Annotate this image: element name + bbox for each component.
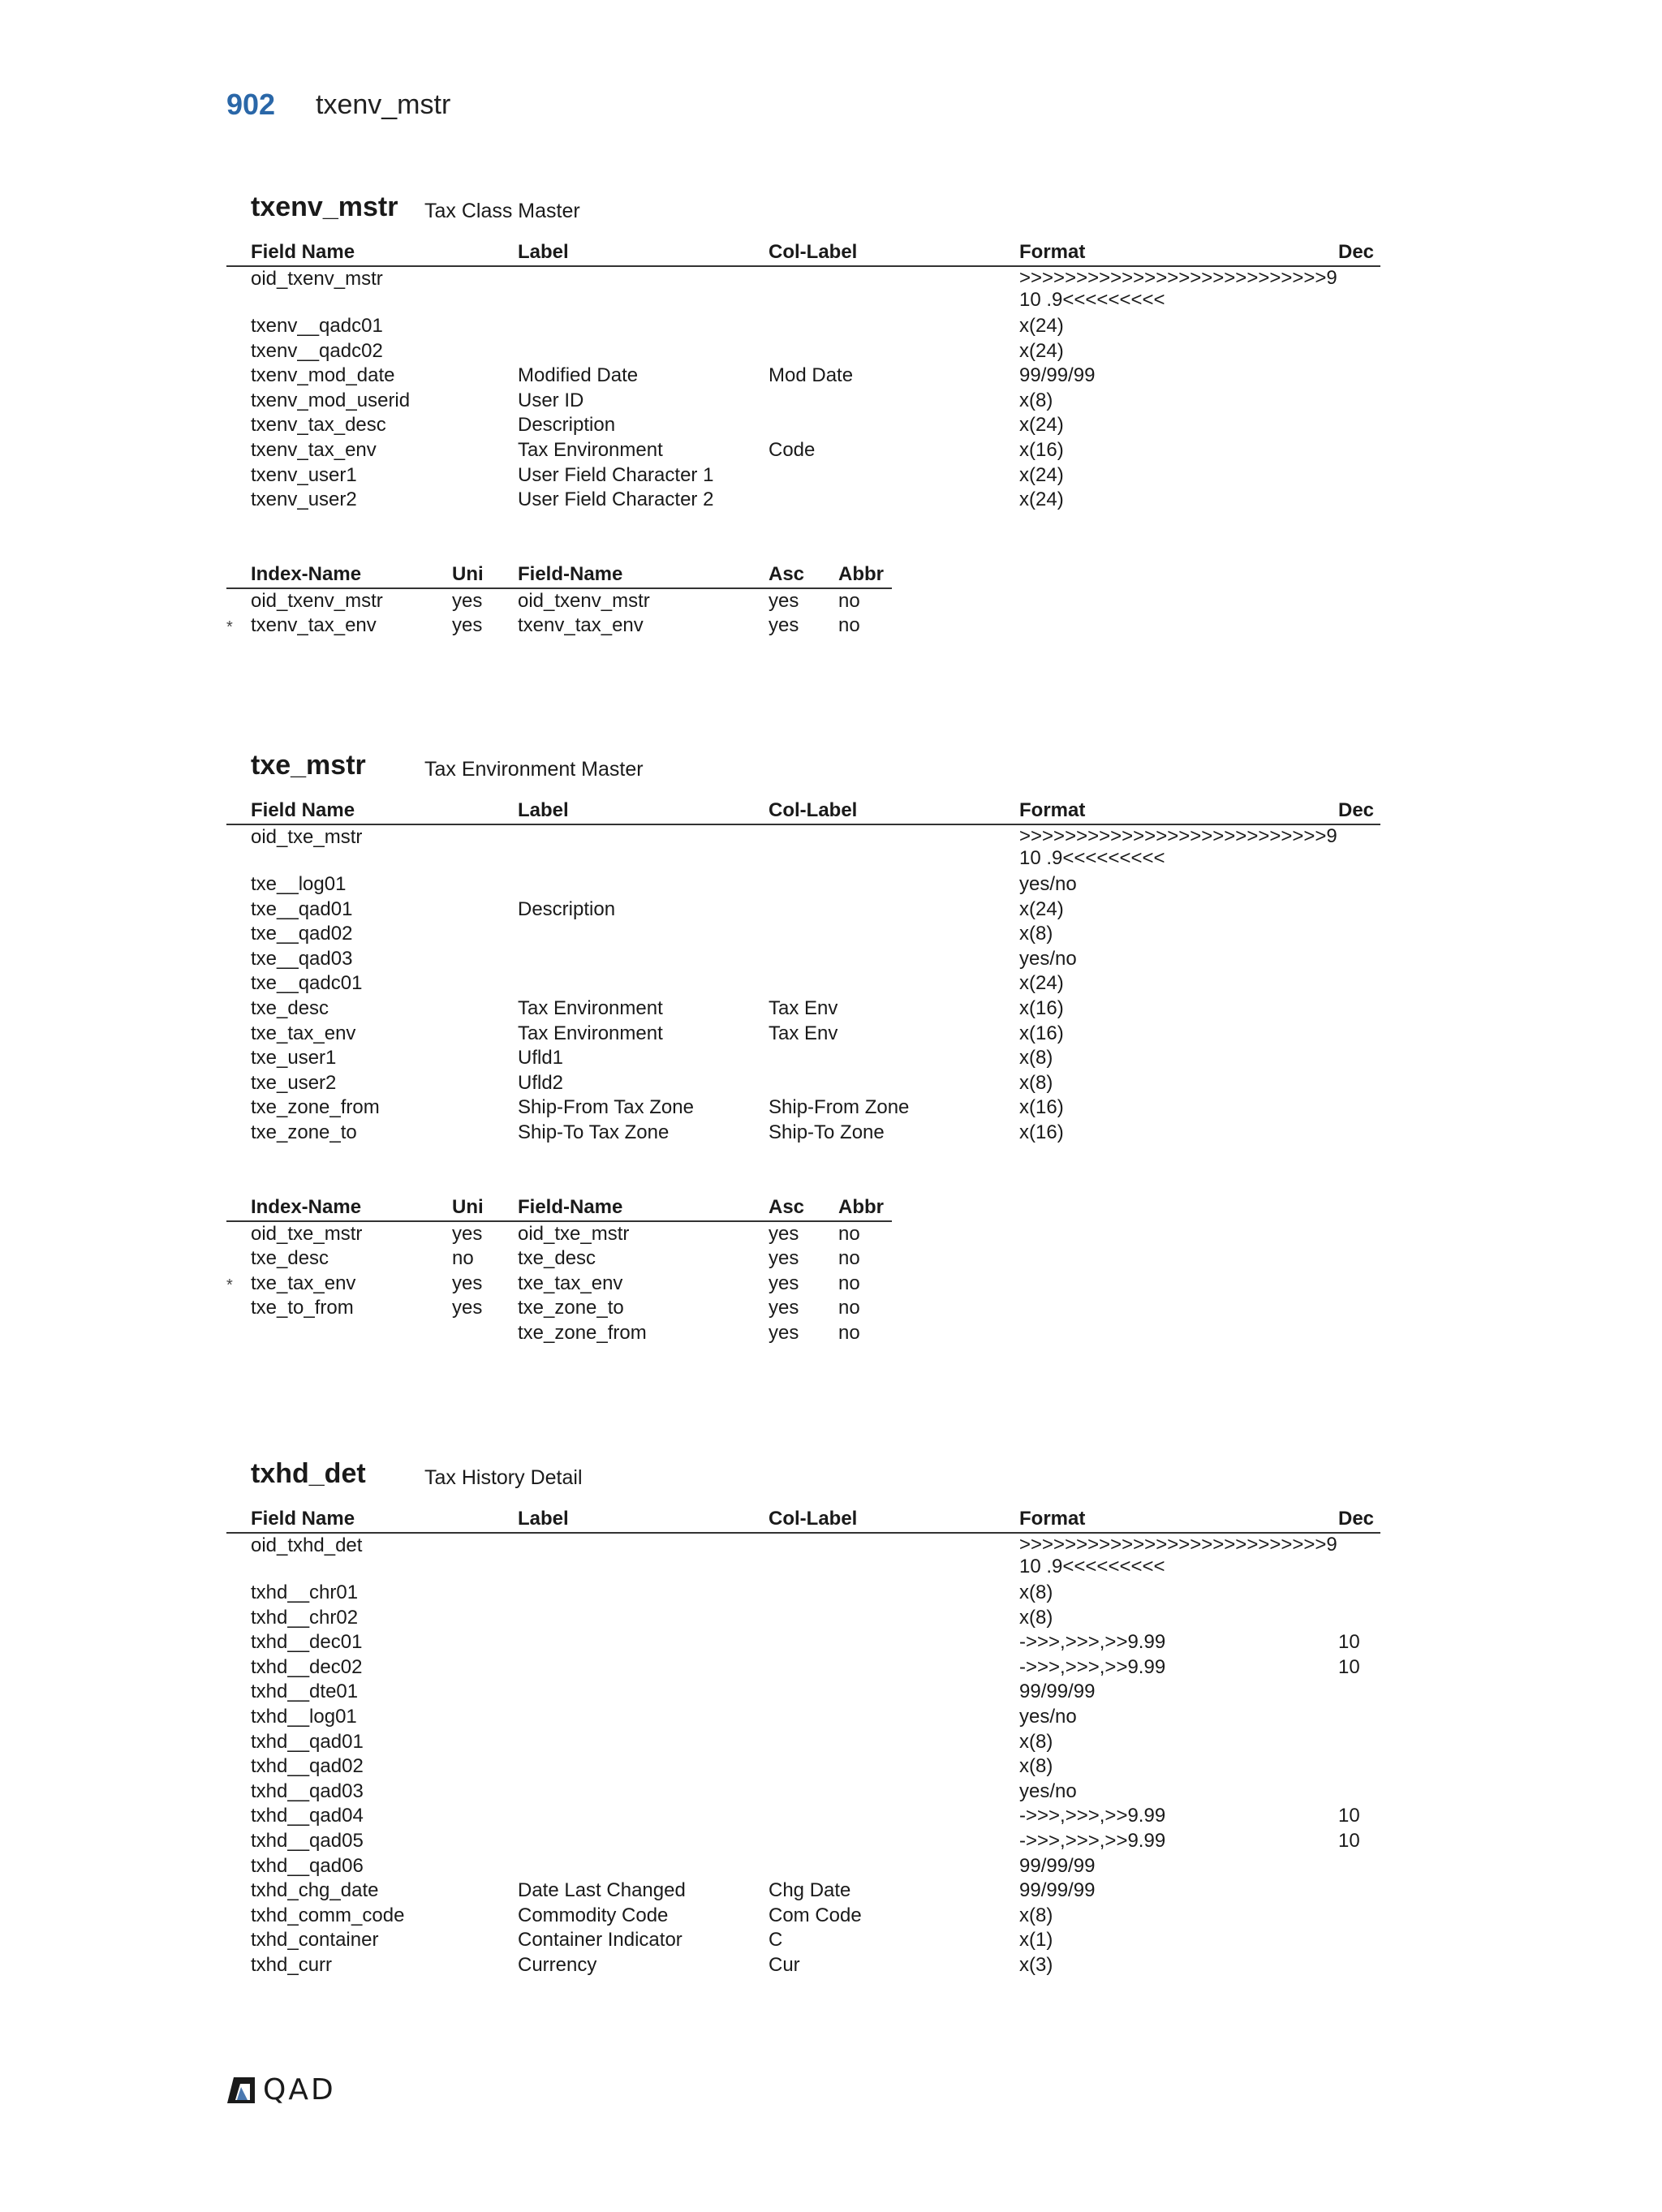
index-field-name: txe_zone_from: [518, 1321, 647, 1344]
field-format: 99/99/99: [1019, 1681, 1096, 1703]
qad-logo: [226, 2073, 336, 2107]
field-name: oid_txenv_mstr: [251, 268, 383, 290]
field-row: [226, 1804, 1387, 1829]
table-section-txenv-mstr: [226, 192, 1387, 639]
header-label: Label: [518, 799, 569, 821]
index-row: [226, 1246, 1387, 1272]
field-row: [226, 971, 1387, 996]
field-label: Date Last Changed: [518, 1879, 686, 1902]
field-table: [226, 798, 1387, 1146]
field-name: txhd__dec01: [251, 1631, 363, 1654]
field-row: [226, 1630, 1387, 1655]
index-table: [226, 1195, 1387, 1346]
field-label: Description: [518, 897, 616, 920]
field-format: x(8): [1019, 1606, 1053, 1629]
index-row: [226, 613, 1387, 639]
field-format: ->>>,>>>,>>9.99: [1019, 1631, 1166, 1654]
header-index-name: Index-Name: [251, 1195, 362, 1218]
field-format: yes/no: [1019, 1779, 1077, 1802]
primary-index-marker: *: [226, 1276, 233, 1294]
field-name: txhd__qad04: [251, 1805, 364, 1827]
field-row: [226, 1071, 1387, 1096]
field-format: >>>>>>>>>>>>>>>>>>>>>>>>>>>9 10 .9<<<<<<<<<: [1019, 1534, 1337, 1577]
field-format: x(24): [1019, 315, 1064, 337]
field-row: [226, 364, 1387, 389]
table-description: Tax Class Master: [424, 200, 580, 222]
field-name: txe__qad02: [251, 923, 353, 945]
field-row: [226, 1754, 1387, 1779]
header-dec: Dec: [1338, 1508, 1375, 1530]
index-name: oid_txe_mstr: [251, 1222, 363, 1245]
field-label: User ID: [518, 389, 584, 411]
header-label: Label: [518, 1508, 569, 1530]
index-unique: no: [452, 1247, 474, 1270]
field-format: ->>>,>>>,>>9.99: [1019, 1655, 1166, 1678]
table-section-txhd-det: [226, 1458, 1387, 1978]
field-format: yes/no: [1019, 1705, 1077, 1728]
index-ascending: yes: [769, 1247, 799, 1270]
index-name: txe_desc: [251, 1247, 329, 1270]
field-row: [226, 1953, 1387, 1978]
field-col-label: C: [769, 1929, 783, 1952]
field-name: txenv_mod_date: [251, 364, 395, 387]
header-field-name: Field Name: [251, 241, 355, 263]
header-abbr: Abbr: [838, 562, 884, 585]
field-format: >>>>>>>>>>>>>>>>>>>>>>>>>>>9 10 .9<<<<<<<<<: [1019, 825, 1337, 869]
field-dec: 10: [1338, 1631, 1360, 1654]
field-row: [226, 1655, 1387, 1681]
field-name: txhd_container: [251, 1929, 379, 1952]
field-name: txe_zone_to: [251, 1121, 357, 1143]
field-label: Description: [518, 414, 616, 437]
header-format: Format: [1019, 1508, 1086, 1530]
header-format: Format: [1019, 241, 1086, 263]
field-table: [226, 240, 1387, 513]
header-dec: Dec: [1338, 799, 1375, 821]
index-ascending: yes: [769, 1297, 799, 1319]
field-row: [226, 1854, 1387, 1879]
field-row: [226, 872, 1387, 897]
field-format: x(8): [1019, 923, 1053, 945]
field-col-label: Ship-To Zone: [769, 1121, 885, 1143]
header-col-label: Col-Label: [769, 799, 858, 821]
index-unique: yes: [452, 1272, 483, 1294]
header-field-name: Field-Name: [518, 562, 623, 585]
field-format: x(16): [1019, 1121, 1064, 1143]
field-name: txe_desc: [251, 996, 329, 1019]
field-dec: 10: [1338, 1655, 1360, 1678]
field-name: txhd__dec02: [251, 1655, 363, 1678]
field-format: yes/no: [1019, 947, 1077, 970]
header-field-name: Field Name: [251, 799, 355, 821]
field-label: Currency: [518, 1953, 597, 1976]
index-unique: yes: [452, 1297, 483, 1319]
field-name: txhd__dte01: [251, 1681, 359, 1703]
index-field-name: txe_zone_to: [518, 1297, 624, 1319]
field-row: [226, 1730, 1387, 1755]
field-format: x(8): [1019, 1904, 1053, 1926]
field-row: [226, 438, 1387, 463]
field-name: txenv_user2: [251, 488, 357, 511]
table-description: Tax History Detail: [424, 1466, 583, 1489]
field-dec: 10: [1338, 1829, 1360, 1852]
index-abbreviated: no: [838, 614, 860, 637]
field-row: [226, 1095, 1387, 1121]
field-row: [226, 1046, 1387, 1071]
field-row: [226, 1829, 1387, 1854]
field-col-label: Mod Date: [769, 364, 854, 387]
field-row: [226, 267, 1387, 314]
field-format: >>>>>>>>>>>>>>>>>>>>>>>>>>>9 10 .9<<<<<<<<<: [1019, 267, 1337, 311]
field-table-header: [226, 240, 1380, 267]
header-format: Format: [1019, 799, 1086, 821]
field-label: Modified Date: [518, 364, 639, 387]
field-row: [226, 1680, 1387, 1705]
field-label: Tax Environment: [518, 996, 663, 1019]
field-name: txenv_user1: [251, 463, 357, 486]
field-row: [226, 1121, 1387, 1146]
field-name: txenv_mod_userid: [251, 389, 411, 411]
index-field-name: txe_tax_env: [518, 1272, 623, 1294]
field-name: txhd__qad02: [251, 1755, 364, 1778]
index-ascending: yes: [769, 1222, 799, 1245]
field-name: txe__qad01: [251, 897, 353, 920]
field-name: txenv_tax_env: [251, 438, 377, 461]
field-col-label: Cur: [769, 1953, 800, 1976]
page-number: 902: [226, 88, 276, 121]
header-abbr: Abbr: [838, 1195, 884, 1218]
index-abbreviated: no: [838, 1321, 860, 1344]
index-row: [226, 1222, 1387, 1247]
field-row: [226, 488, 1387, 513]
field-format: 99/99/99: [1019, 1854, 1096, 1877]
field-format: 99/99/99: [1019, 1879, 1096, 1902]
field-name: txenv__qadc01: [251, 315, 383, 337]
field-format: ->>>,>>>,>>9.99: [1019, 1829, 1166, 1852]
field-name: txe_user1: [251, 1047, 337, 1069]
field-format: x(24): [1019, 463, 1064, 486]
field-label: Tax Environment: [518, 1022, 663, 1044]
field-format: x(24): [1019, 414, 1064, 437]
field-table-header: [226, 798, 1380, 825]
field-col-label: Code: [769, 438, 816, 461]
field-format: x(16): [1019, 996, 1064, 1019]
field-name: txhd_curr: [251, 1953, 333, 1976]
logo-text: QAD: [263, 2073, 336, 2107]
table-section-txe-mstr: [226, 750, 1387, 1346]
field-name: txe_tax_env: [251, 1022, 356, 1044]
field-row: [226, 314, 1387, 339]
field-label: User Field Character 2: [518, 488, 714, 511]
field-name: txhd__log01: [251, 1705, 357, 1728]
index-field-name: txenv_tax_env: [518, 614, 644, 637]
field-row: [226, 996, 1387, 1022]
field-name: oid_txhd_det: [251, 1534, 363, 1556]
table-name: txe_mstr: [251, 750, 366, 781]
field-name: txhd__chr01: [251, 1582, 359, 1603]
field-row: [226, 1878, 1387, 1904]
header-asc: Asc: [769, 1195, 805, 1218]
qad-logo-mark-icon: [226, 2076, 256, 2105]
field-format: 99/99/99: [1019, 364, 1096, 387]
field-name: txe_user2: [251, 1071, 337, 1094]
field-label: Tax Environment: [518, 438, 663, 461]
field-format: x(8): [1019, 1071, 1053, 1094]
field-name: txe__log01: [251, 873, 347, 895]
field-format: x(1): [1019, 1929, 1053, 1952]
index-abbreviated: no: [838, 1222, 860, 1245]
primary-index-marker: *: [226, 618, 233, 637]
field-table: [226, 1507, 1387, 1978]
field-name: txhd_chg_date: [251, 1879, 379, 1902]
header-uni: Uni: [452, 1195, 484, 1218]
field-name: txhd__qad03: [251, 1779, 364, 1802]
field-dec: 10: [1338, 1805, 1360, 1827]
field-format: x(8): [1019, 1047, 1053, 1069]
field-row: [226, 897, 1387, 923]
header-dec: Dec: [1338, 241, 1375, 263]
header-uni: Uni: [452, 562, 484, 585]
header-field-name: Field-Name: [518, 1195, 623, 1218]
index-field-name: oid_txe_mstr: [518, 1222, 630, 1245]
field-format: x(24): [1019, 972, 1064, 995]
field-row: [226, 413, 1387, 438]
index-abbreviated: no: [838, 1272, 860, 1294]
field-name: txhd__qad05: [251, 1829, 364, 1852]
index-row: [226, 589, 1387, 614]
field-format: x(16): [1019, 1096, 1064, 1119]
field-format: yes/no: [1019, 873, 1077, 895]
index-name: txe_to_from: [251, 1297, 354, 1319]
field-label: Container Indicator: [518, 1929, 682, 1952]
field-format: x(24): [1019, 897, 1064, 920]
table-description: Tax Environment Master: [424, 758, 644, 781]
field-col-label: Com Code: [769, 1904, 862, 1926]
table-name: txhd_det: [251, 1458, 366, 1489]
index-table-header: [226, 562, 892, 589]
index-row: [226, 1321, 1387, 1346]
field-row: [226, 1022, 1387, 1047]
field-format: x(16): [1019, 1022, 1064, 1044]
index-ascending: yes: [769, 1272, 799, 1294]
index-field-name: oid_txenv_mstr: [518, 589, 650, 612]
index-abbreviated: no: [838, 589, 860, 612]
index-ascending: yes: [769, 589, 799, 612]
field-name: txhd__qad06: [251, 1854, 364, 1877]
header-index-name: Index-Name: [251, 562, 362, 585]
header-col-label: Col-Label: [769, 241, 858, 263]
field-format: x(24): [1019, 488, 1064, 511]
field-name: txe__qad03: [251, 947, 353, 970]
field-format: x(24): [1019, 339, 1064, 362]
field-col-label: Tax Env: [769, 1022, 838, 1044]
index-row: [226, 1296, 1387, 1321]
field-format: x(8): [1019, 1730, 1053, 1753]
field-name: txenv_tax_desc: [251, 414, 386, 437]
field-row: [226, 1928, 1387, 1953]
field-name: oid_txe_mstr: [251, 826, 363, 848]
index-unique: yes: [452, 1222, 483, 1245]
index-name: txenv_tax_env: [251, 614, 377, 637]
field-format: x(3): [1019, 1953, 1053, 1976]
index-abbreviated: no: [838, 1297, 860, 1319]
field-row: [226, 1534, 1387, 1581]
field-name: txe_zone_from: [251, 1096, 380, 1119]
index-table: [226, 562, 1387, 639]
field-row: [226, 1779, 1387, 1805]
index-abbreviated: no: [838, 1247, 860, 1270]
field-row: [226, 339, 1387, 364]
field-format: x(8): [1019, 1582, 1053, 1603]
field-label: Ship-To Tax Zone: [518, 1121, 670, 1143]
field-row: [226, 463, 1387, 488]
field-row: [226, 1904, 1387, 1929]
field-row: [226, 947, 1387, 972]
field-format: x(8): [1019, 1755, 1053, 1778]
field-format: x(8): [1019, 389, 1053, 411]
header-col-label: Col-Label: [769, 1508, 858, 1530]
field-name: txhd__chr02: [251, 1606, 359, 1629]
index-field-name: txe_desc: [518, 1247, 596, 1270]
field-col-label: Tax Env: [769, 996, 838, 1019]
field-label: Ufld2: [518, 1071, 564, 1094]
index-unique: yes: [452, 589, 483, 612]
field-label: User Field Character 1: [518, 463, 714, 486]
field-row: [226, 389, 1387, 414]
table-name: txenv_mstr: [251, 192, 398, 222]
field-row: [226, 1705, 1387, 1730]
field-name: txhd_comm_code: [251, 1904, 405, 1926]
index-row: [226, 1272, 1387, 1297]
index-name: oid_txenv_mstr: [251, 589, 383, 612]
index-unique: yes: [452, 614, 483, 637]
field-row: [226, 1606, 1387, 1631]
index-ascending: yes: [769, 614, 799, 637]
field-format: ->>>,>>>,>>9.99: [1019, 1805, 1166, 1827]
field-col-label: Ship-From Zone: [769, 1096, 910, 1119]
header-label: Label: [518, 241, 569, 263]
field-col-label: Chg Date: [769, 1879, 851, 1902]
index-table-header: [226, 1195, 892, 1222]
field-name: txe__qadc01: [251, 972, 363, 995]
field-row: [226, 922, 1387, 947]
field-row: [226, 825, 1387, 872]
field-format: x(16): [1019, 438, 1064, 461]
field-name: txhd__qad01: [251, 1730, 364, 1753]
field-row: [226, 1581, 1387, 1606]
field-name: txenv__qadc02: [251, 339, 383, 362]
field-label: Ship-From Tax Zone: [518, 1096, 694, 1119]
header-field-name: Field Name: [251, 1508, 355, 1530]
field-table-header: [226, 1507, 1380, 1534]
index-name: txe_tax_env: [251, 1272, 356, 1294]
field-label: Commodity Code: [518, 1904, 669, 1926]
header-asc: Asc: [769, 562, 805, 585]
index-ascending: yes: [769, 1321, 799, 1344]
running-title: txenv_mstr: [316, 89, 451, 120]
field-label: Ufld1: [518, 1047, 564, 1069]
